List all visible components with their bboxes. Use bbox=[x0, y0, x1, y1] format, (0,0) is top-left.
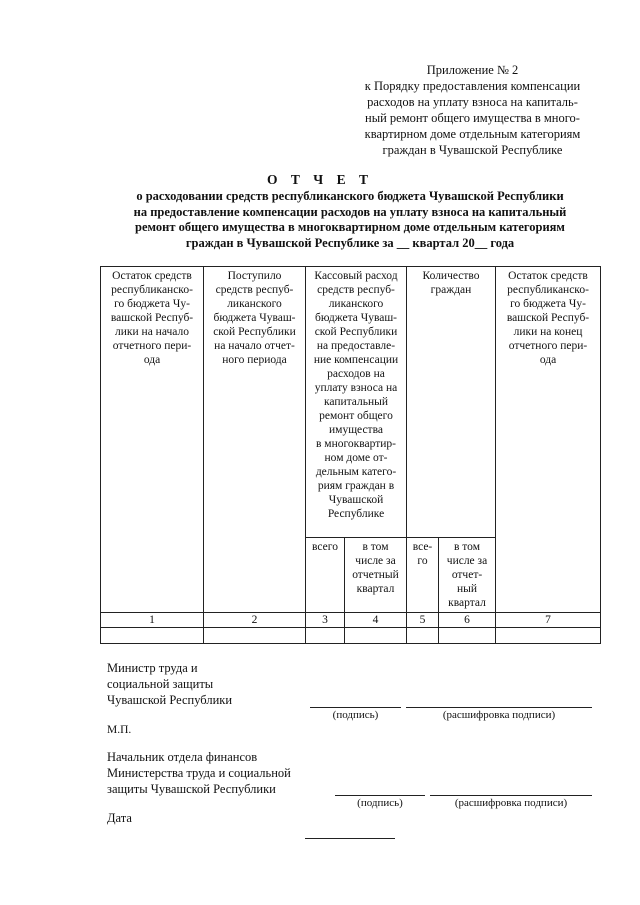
header-text: лики на конец bbox=[513, 326, 583, 338]
appendix-line: граждан в Чувашской Республике bbox=[382, 143, 563, 157]
chief-signature-line bbox=[335, 795, 425, 796]
header-text: ном доме от- bbox=[324, 452, 388, 464]
chief-decoding-line bbox=[430, 795, 592, 796]
header-text: Количество bbox=[422, 270, 480, 282]
subheader-total-citizens bbox=[407, 538, 439, 613]
data-cell bbox=[439, 628, 496, 644]
header-text: го бюджета Чу- bbox=[114, 298, 190, 310]
header-text: ской Республики bbox=[213, 326, 296, 338]
report-title: О Т Ч Е Т bbox=[267, 172, 373, 187]
header-text: Кассовый расход bbox=[314, 270, 398, 282]
header-text: квартал bbox=[448, 597, 486, 609]
column-number-row bbox=[101, 613, 601, 628]
appendix-line: Приложение № 2 bbox=[426, 63, 519, 77]
minister-title bbox=[107, 660, 232, 708]
signatory-line: Министр труда и bbox=[107, 661, 198, 675]
minister-signature-line bbox=[310, 707, 401, 708]
header-text: Республике bbox=[327, 508, 385, 520]
date-label: Дата bbox=[107, 811, 132, 825]
appendix-line: квартирном доме отдельным категориям bbox=[364, 127, 581, 141]
minister-decoding-line bbox=[406, 707, 592, 708]
header-text: граждан bbox=[430, 284, 472, 296]
data-cell bbox=[407, 628, 439, 644]
appendix-line: к Порядку предоставления компенсации bbox=[364, 79, 581, 93]
header-text: ремонт общего bbox=[319, 410, 393, 422]
header-text: квартал bbox=[356, 583, 395, 595]
header-text: ние компенсации bbox=[313, 354, 399, 366]
column-number: 5 bbox=[407, 613, 439, 628]
signatory-line: социальной защиты bbox=[107, 677, 214, 691]
header-citizens-count bbox=[407, 267, 496, 538]
signatory-line: Начальник отдела финансов bbox=[107, 750, 258, 764]
header-text: капитальный bbox=[323, 396, 389, 408]
header-text: числе за bbox=[355, 555, 396, 567]
data-cell bbox=[306, 628, 345, 644]
header-text: расходов на bbox=[327, 368, 385, 380]
header-text: вашской Респуб- bbox=[506, 312, 590, 324]
finance-chief-title bbox=[107, 749, 291, 797]
data-cell bbox=[496, 628, 601, 644]
header-received-funds bbox=[204, 267, 306, 613]
header-text: всего bbox=[312, 541, 338, 553]
column-number: 7 bbox=[496, 613, 601, 628]
header-balance-end bbox=[496, 267, 601, 613]
appendix-line: расходов на уплату взноса на капиталь- bbox=[367, 95, 578, 109]
subtitle-line: на предоставление компенсации расходов на уплату взноса на капитальный bbox=[133, 204, 567, 219]
column-number: 4 bbox=[345, 613, 407, 628]
header-text: вашской Респуб- bbox=[110, 312, 194, 324]
data-cell bbox=[345, 628, 407, 644]
column-number: 3 bbox=[306, 613, 345, 628]
subtitle-line: о расходовании средств республиканского бюджета Чувашской Республики bbox=[136, 189, 564, 203]
date-line bbox=[305, 838, 395, 839]
subheader-total bbox=[306, 538, 345, 613]
column-number: 6 bbox=[439, 613, 496, 628]
header-text: Остаток средств bbox=[508, 270, 588, 282]
header-text: ликанского bbox=[328, 298, 384, 310]
header-text: отчетного пери- bbox=[112, 340, 192, 352]
signature-caption: (подпись) bbox=[357, 797, 403, 809]
header-text: числе за bbox=[446, 555, 488, 567]
header-text: лики на начало bbox=[115, 326, 189, 338]
header-text: дельным катего- bbox=[315, 466, 397, 478]
header-text: в том bbox=[454, 541, 480, 553]
header-text: бюджета Чуваш- bbox=[314, 312, 398, 324]
appendix-line: ный ремонт общего имущества в много- bbox=[365, 111, 580, 125]
header-text: все- bbox=[412, 541, 433, 553]
signatory-line: Чувашской Республики bbox=[107, 693, 233, 707]
stamp-place-label: М.П. bbox=[107, 724, 132, 736]
header-text: средств респуб- bbox=[317, 284, 395, 296]
subheader-quarter-citizens bbox=[439, 538, 496, 613]
header-text: ода bbox=[143, 354, 161, 366]
header-text: имущества bbox=[329, 424, 383, 436]
header-text: Поступило bbox=[227, 270, 282, 282]
header-text: бюджета Чуваш- bbox=[213, 312, 296, 324]
header-text: в том bbox=[362, 541, 389, 553]
header-text: отчетный bbox=[352, 569, 399, 581]
header-text: ода bbox=[539, 354, 557, 366]
table-data-row bbox=[101, 628, 601, 644]
header-text: на предоставле- bbox=[316, 340, 396, 352]
header-text: го бюджета Чу- bbox=[510, 298, 586, 310]
data-cell bbox=[204, 628, 306, 644]
header-text: ного периода bbox=[222, 354, 287, 366]
header-text: риям граждан в bbox=[317, 480, 395, 492]
subtitle-line: ремонт общего имущества в многоквартирном доме отдельным категориям bbox=[135, 220, 565, 234]
data-cell bbox=[101, 628, 204, 644]
signatory-line: защиты Чувашской Республики bbox=[107, 782, 276, 796]
subheader-quarter bbox=[345, 538, 407, 613]
header-text: отчетного пери- bbox=[508, 340, 588, 352]
report-table bbox=[100, 266, 601, 644]
header-text: средств респуб- bbox=[215, 284, 294, 296]
column-number: 1 bbox=[101, 613, 204, 628]
header-text: ской Республики bbox=[314, 326, 398, 338]
header-text: отчет- bbox=[451, 569, 483, 581]
header-text: Чувашской bbox=[328, 494, 384, 506]
header-balance-start bbox=[101, 267, 204, 613]
header-text: республиканско- bbox=[111, 284, 193, 296]
signatory-line: Министерства труда и социальной bbox=[107, 766, 291, 780]
appendix-header bbox=[345, 62, 600, 158]
header-cash-expenditure bbox=[306, 267, 407, 538]
header-text: уплату взноса на bbox=[314, 382, 398, 394]
subtitle-line: граждан в Чувашской Республике за __ квартал 20__ года bbox=[185, 235, 515, 250]
header-text: на начало отчет- bbox=[214, 340, 295, 352]
report-subtitle bbox=[90, 189, 610, 251]
header-text: Остаток средств bbox=[112, 270, 192, 282]
header-text: ный bbox=[456, 583, 478, 595]
decoding-caption: (расшифровка подписи) bbox=[454, 797, 568, 809]
header-text: го bbox=[417, 555, 428, 567]
signature-caption: (подпись) bbox=[332, 709, 379, 721]
header-text: ликанского bbox=[227, 298, 282, 310]
decoding-caption: (расшифровка подписи) bbox=[442, 709, 556, 721]
header-text: республиканско- bbox=[507, 284, 589, 296]
table-header-row bbox=[101, 267, 601, 538]
column-number: 2 bbox=[204, 613, 306, 628]
header-text: в многоквартир- bbox=[316, 438, 396, 450]
